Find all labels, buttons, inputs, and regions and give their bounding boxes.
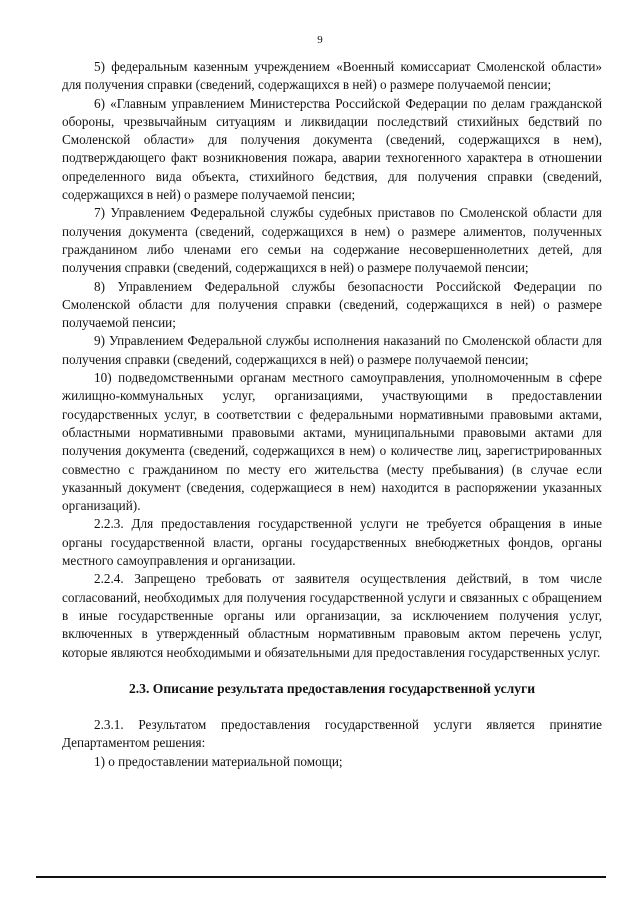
clause-2-3-1: 2.3.1. Результатом предоставления государственной услуги является принятие Департаментом решения: [62,717,602,751]
list-item-7: 7) Управлением Федеральной службы судебных приставов по Смоленской области для получения документа (сведений, содержащихся в нем) о размере алиментов, полученных гражданином либо членами его семьи на содержание несовершеннолетних детей, для получения справки (сведений, содержащихся в ней) о размере получаемой пенсии; [62,205,602,276]
list-item-9: 9) Управлением Федеральной службы исполнения наказаний по Смоленской области для получения справки (сведений, содержащихся в ней) о размере получаемой пенсии; [62,333,602,367]
list-item-8: 8) Управлением Федеральной службы безопасности Российской Федерации по Смоленской области для получения справки (сведений, содержащихся в ней) о размере получаемой пенсии; [62,278,602,331]
document-body [62,58,602,771]
page-number: 9 [317,34,323,46]
clause-2-2-3: 2.2.3. Для предоставления государственной услуги не требуется обращения в иные органы государственной власти, органы государственных внебюджетных фондов, органы местного самоуправления и организации. [62,516,602,569]
list-item-10: 10) подведомственными органам местного самоуправления, уполномоченным в сфере жилищно-коммунальных услуг, организациями, участвующими в предоставлении государственных услуг, в соответствии с федеральными нормативными правовыми актами, областными нормативными правовыми актами, муниципальными правовыми актами для получения документа (сведений, содержащихся в нем) о количестве лиц, зарегистрированных совместно с гражданином по месту его жительства (месту пребывания) (в случае если указанный документ (сведения, содержащиеся в нем) находится в распоряжении указанных организаций). [62,370,602,514]
section-heading: 2.3. Описание результата предоставления государственной услуги [128,680,536,696]
bottom-divider [36,876,606,878]
clause-2-2-4: 2.2.4. Запрещено требовать от заявителя осуществления действий, в том числе согласований, необходимых для получения государственной услуги и связанных с обращением в иные государственные органы или организации, за исключением получения услуг, включенных в утвержденный областным нормативным правовым актом перечень услуг, которые являются необходимыми и обязательными для предоставления государственных услуг. [62,571,602,660]
list-item-5: 5) федеральным казенным учреждением «Военный комиссариат Смоленской области» для получения справки (сведений, содержащихся в ней) о размере получаемой пенсии; [62,59,602,93]
sub-item-1: 1) о предоставлении материальной помощи; [94,753,343,769]
list-item-6: 6) «Главным управлением Министерства Российской Федерации по делам гражданской обороны, чрезвычайным ситуациям и ликвидации последствий стихийных бедствий по Смоленской области» для получения документа (сведений, содержащихся в нем), подтверждающего факт возникновения пожара, аварии техногенного характера в отношении определенного вида объекта, стихийного бедствия, для получения справки (сведений, содержащихся в ней) о размере получаемой пенсии; [62,95,602,203]
